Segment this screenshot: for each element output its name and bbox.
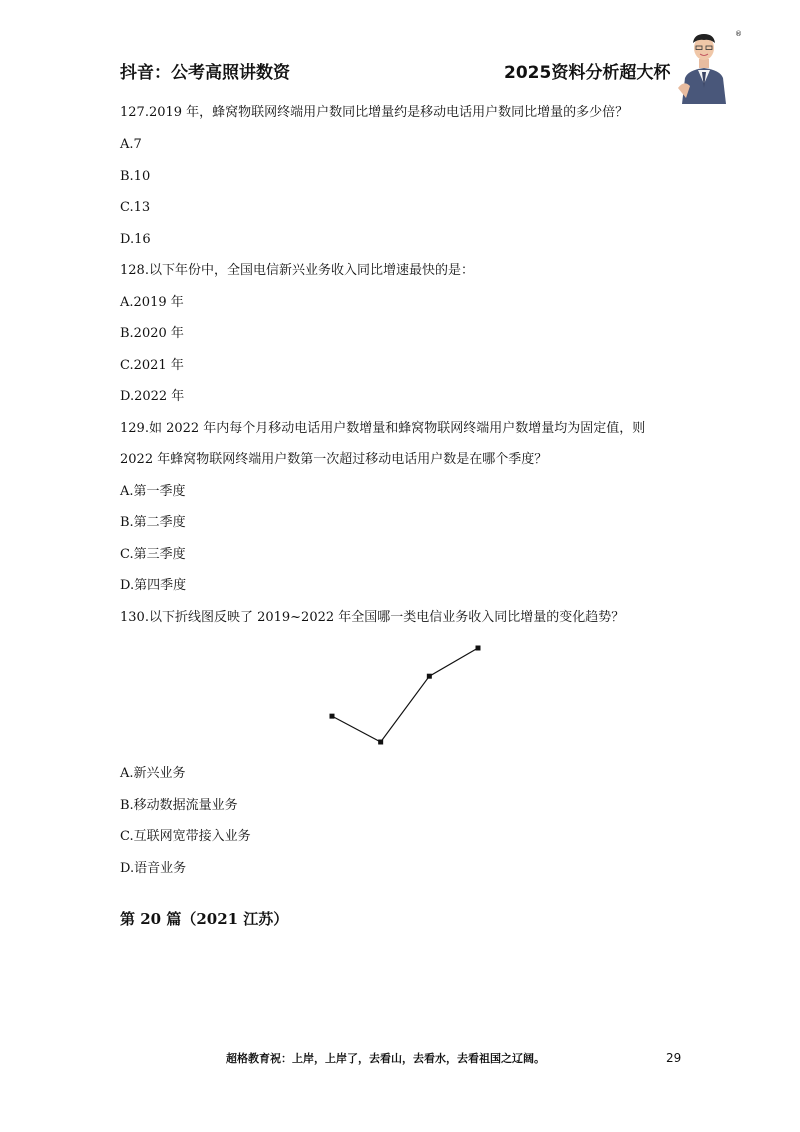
q129-option-d: D.第四季度 [120,578,187,593]
question-127-stem: 127.2019 年，蜂窝物联网终端用户数同比增量约是移动电话用户数同比增量的多少倍？ [120,105,629,120]
q130-option-d: D.语音业务 [120,861,187,876]
q130-option-a: A.新兴业务 [120,766,186,781]
trend-series-line [332,648,478,742]
question-128-stem: 128.以下年份中，全国电信新兴业务收入同比增速最快的是： [120,263,474,278]
trend-line-chart [320,640,490,750]
section-title: 第 20 篇（2021 江苏） [120,910,289,928]
footer-slogan: 超格教育祝：上岸，上岸了，去看山，去看水，去看祖国之辽阔。 [226,1052,545,1065]
header-right-title: 2025资料分析超大杯 [504,63,671,83]
q127-option-b: B.10 [120,169,151,184]
question-129-stem-line2: 2022 年蜂窝物联网终端用户数第一次超过移动电话用户数是在哪个季度？ [120,452,548,467]
trend-point-1 [330,714,335,719]
q128-option-c: C.2021 年 [120,358,184,373]
q129-option-c: C.第三季度 [120,547,186,562]
page-number: 29 [666,1051,682,1065]
trend-point-3 [427,674,432,679]
presenter-avatar [676,28,732,104]
header-left-title: 抖音：公考高照讲数资 [120,63,290,83]
trend-point-2 [378,740,383,745]
q128-option-a: A.2019 年 [120,295,184,310]
q130-option-b: B.移动数据流量业务 [120,798,238,813]
question-130-stem: 130.以下折线图反映了 2019~2022 年全国哪一类电信业务收入同比增量的变化趋势？ [120,610,625,625]
registered-mark: ® [735,30,742,38]
question-129-stem-line1: 129.如 2022 年内每个月移动电话用户数增量和蜂窝物联网终端用户数增量均为固定值，则 [120,421,646,436]
q127-option-d: D.16 [120,232,151,247]
q129-option-b: B.第二季度 [120,515,186,530]
trend-point-4 [476,646,481,651]
q130-option-c: C.互联网宽带接入业务 [120,829,251,844]
q129-option-a: A.第一季度 [120,484,186,499]
q127-option-c: C.13 [120,200,151,215]
q127-option-a: A.7 [120,137,142,152]
q128-option-b: B.2020 年 [120,326,184,341]
q128-option-d: D.2022 年 [120,389,185,404]
